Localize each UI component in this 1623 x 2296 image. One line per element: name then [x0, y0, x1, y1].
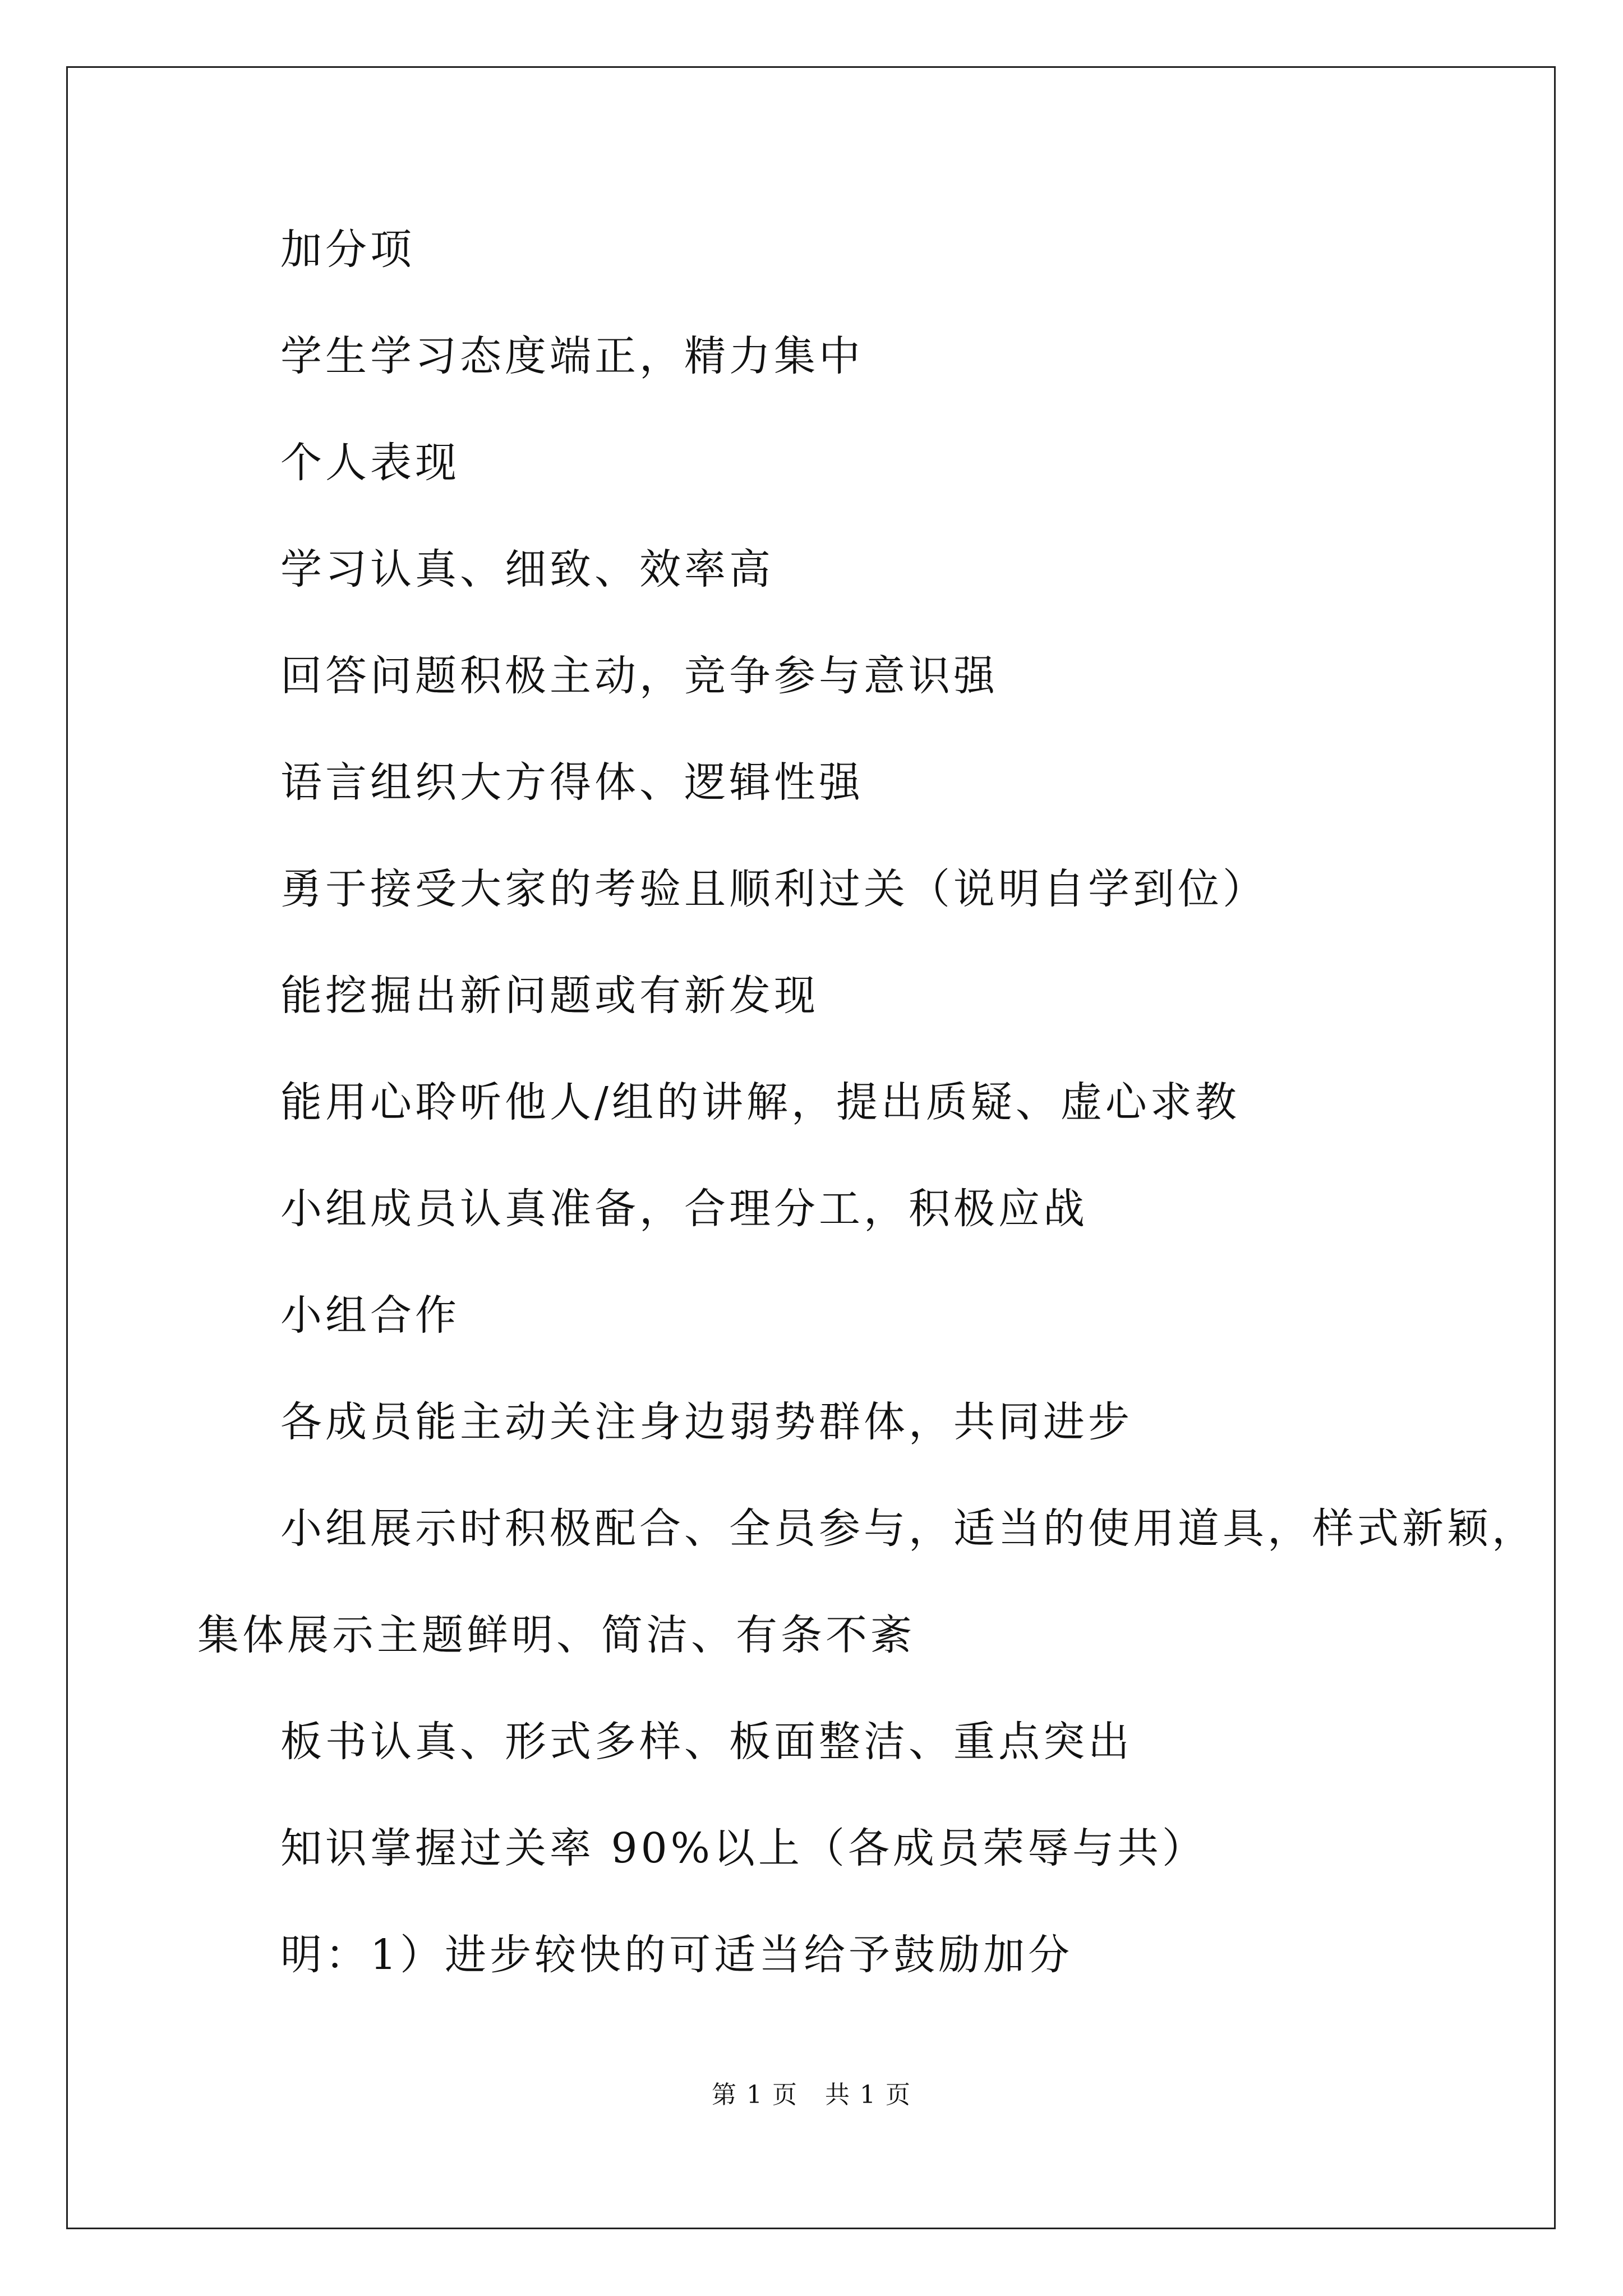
text-line: 回答问题积极主动，竞争参与意识强 [280, 652, 998, 700]
text-line: 板书认真、形式多样、板面整洁、重点突出 [280, 1718, 1133, 1766]
text-line: 个人表现 [280, 439, 460, 487]
text-line: 各成员能主动关注身边弱势群体，共同进步 [280, 1398, 1133, 1446]
text-line: 明：1）进步较快的可适当给予鼓励加分 [280, 1931, 1073, 1979]
text-line: 学习认真、细致、效率高 [280, 545, 774, 593]
text-line-continuation: 集体展示主题鲜明、简洁、有条不紊 [197, 1611, 915, 1659]
text-line: 勇于接受大家的考验且顺利过关（说明自学到位） [280, 865, 1267, 913]
text-line: 能挖掘出新问题或有新发现 [280, 972, 819, 1020]
text-line: 学生学习态度端正，精力集中 [280, 332, 864, 380]
text-line: 能用心聆听他人/组的讲解，提出质疑、虚心求教 [280, 1078, 1240, 1126]
text-line: 加分项 [280, 226, 415, 274]
text-line: 小组合作 [280, 1291, 460, 1340]
text-line: 小组展示时积极配合、全员参与，适当的使用道具，样式新颖， [280, 1504, 1537, 1553]
page-footer: 第 1 页 共 1 页 [712, 2081, 911, 2109]
text-line: 语言组织大方得体、逻辑性强 [280, 758, 864, 807]
text-line: 小组成员认真准备，合理分工，积极应战 [280, 1185, 1088, 1233]
text-line: 知识掌握过关率 90%以上（各成员荣辱与共） [280, 1824, 1207, 1872]
